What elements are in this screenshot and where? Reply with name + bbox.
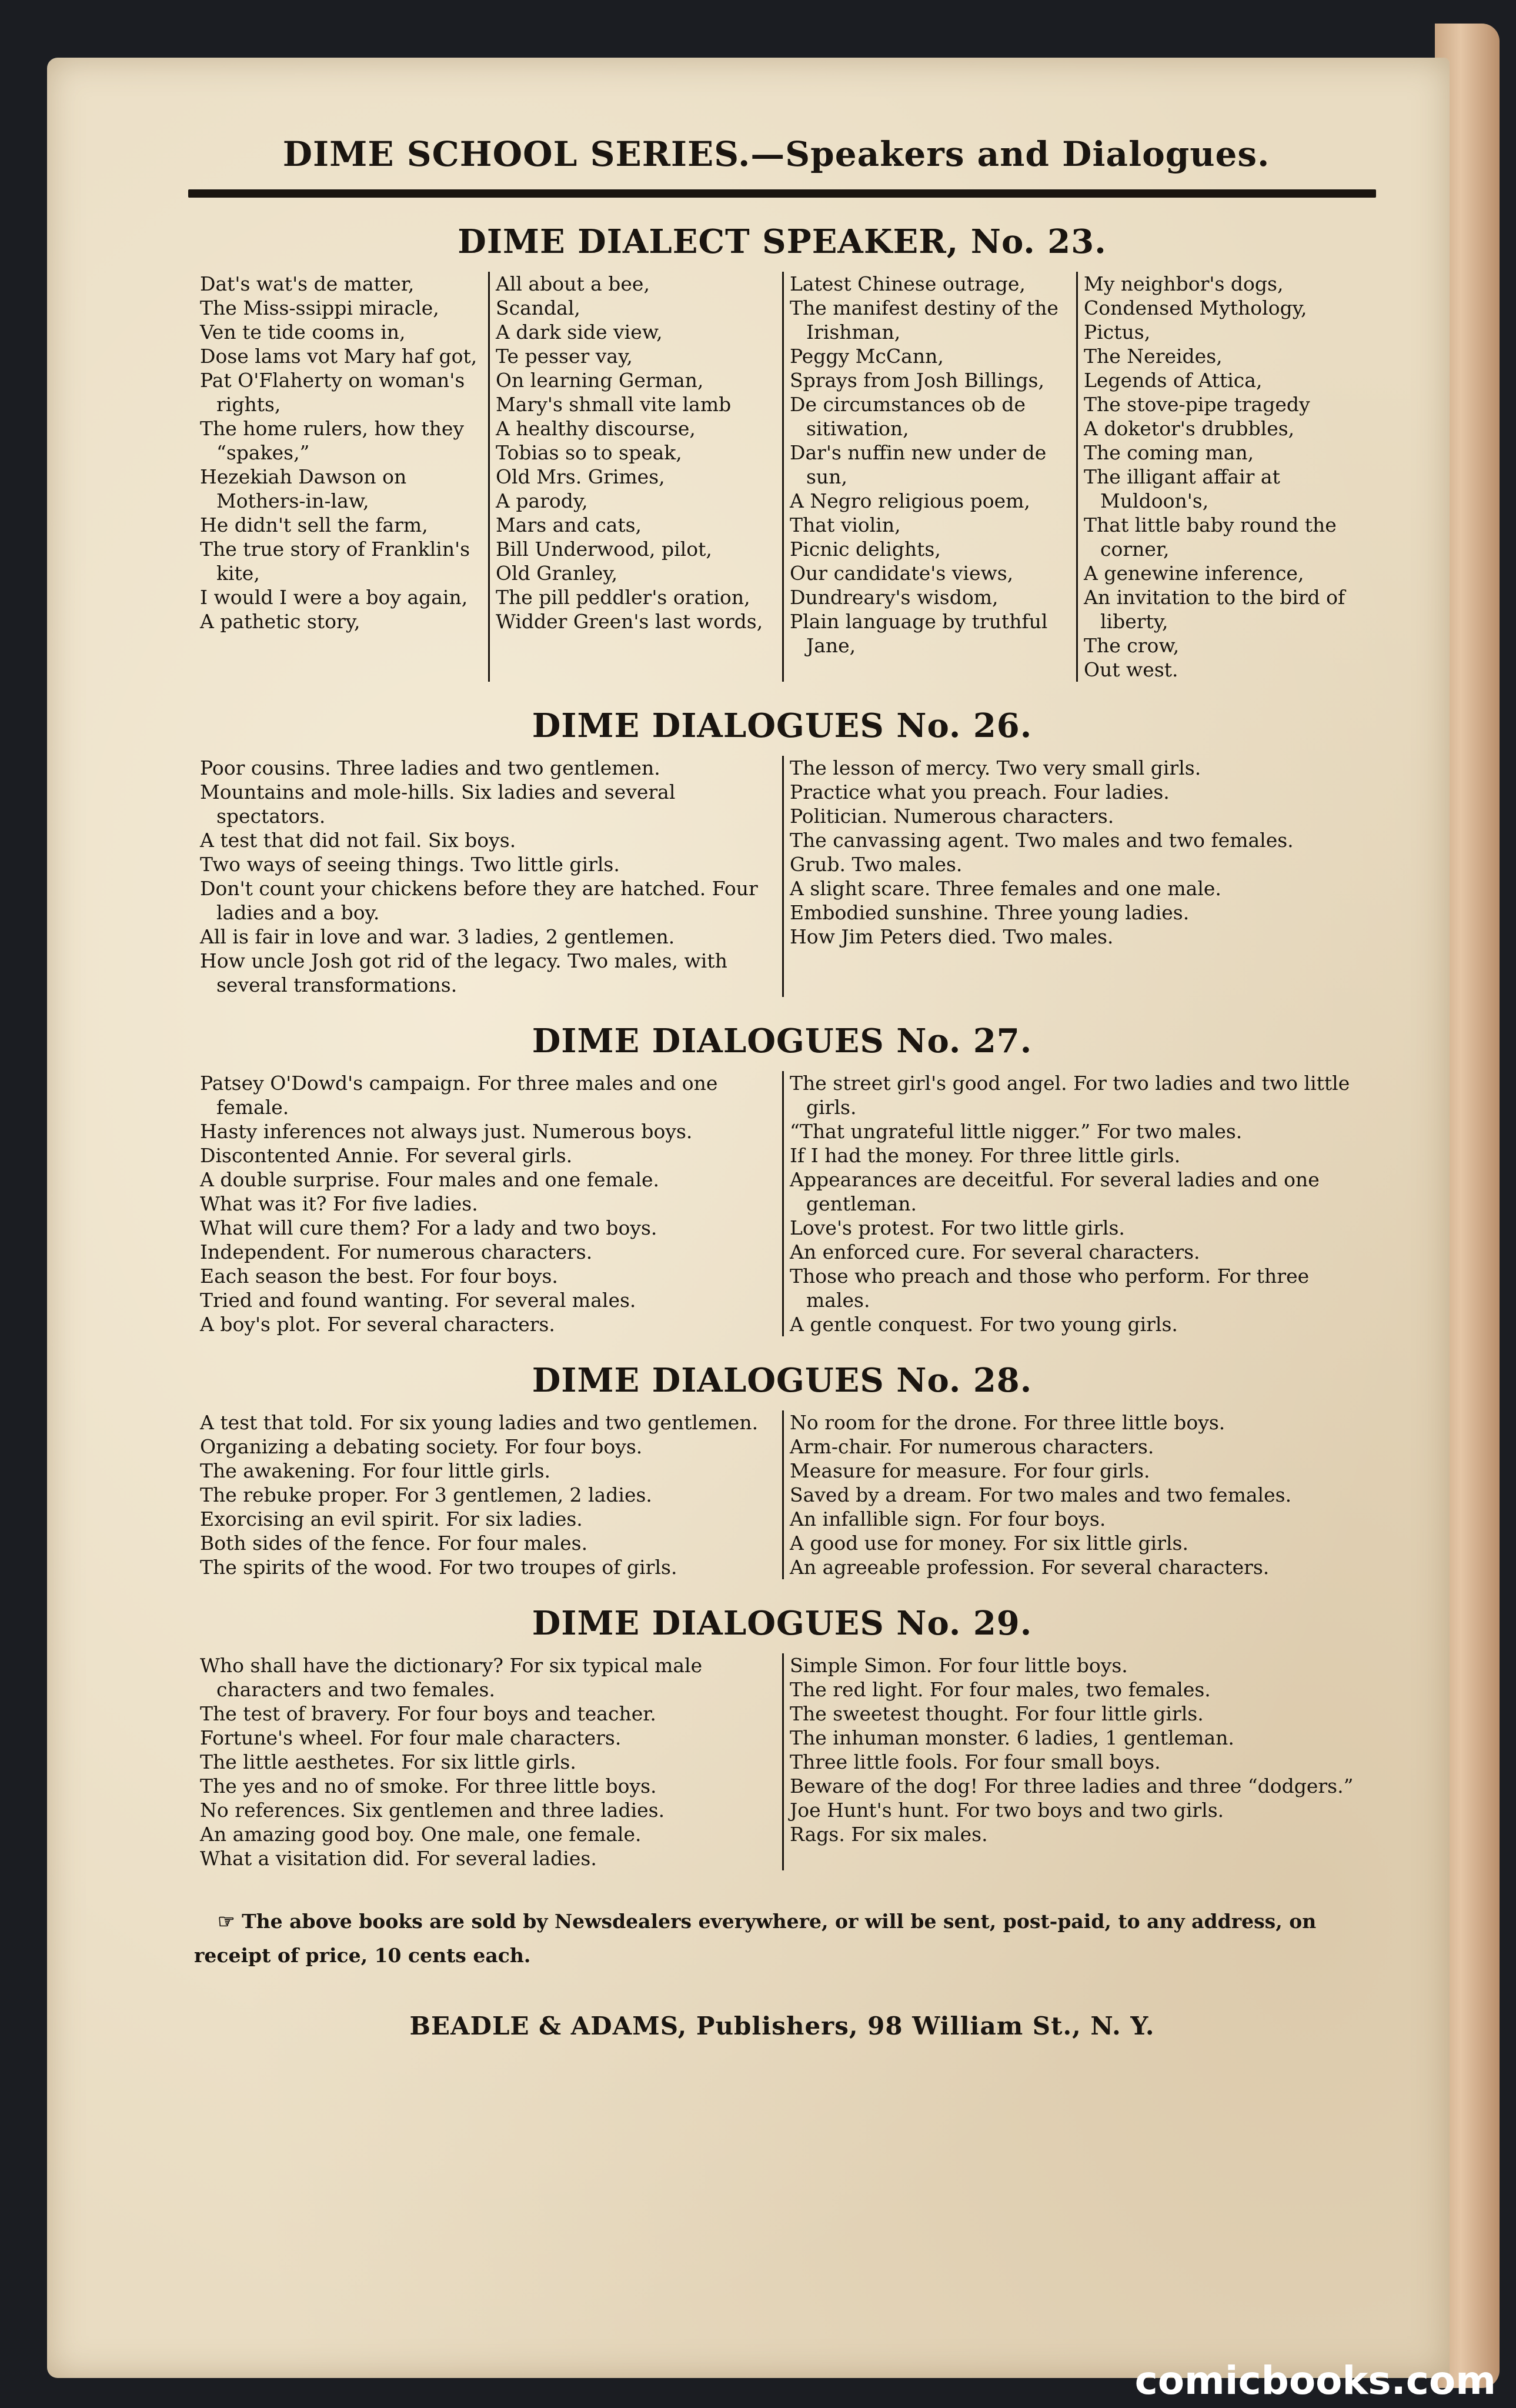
list-item: Out west. <box>1084 658 1178 681</box>
list-item: The little aesthetes. For six little girls. <box>200 1750 576 1773</box>
list-item: Tobias so to speak, <box>496 441 682 464</box>
dialogues-28-col-left <box>194 1410 782 1579</box>
speaker-23-contents <box>194 272 1370 682</box>
list-item: The awakening. For four little girls. <box>200 1459 551 1482</box>
list-item: Those who preach and those who perform. For three males. <box>790 1265 1310 1312</box>
list-item: The true story of Franklin's kite, <box>200 538 470 585</box>
list-item: Pat O'Flaherty on woman's rights, <box>200 369 465 416</box>
list-item: Plain language by truthful Jane, <box>790 610 1048 657</box>
list-item: Two ways of seeing things. Two little girls. <box>200 853 620 876</box>
list-item: A parody, <box>496 489 588 512</box>
list-item: Saved by a dream. For two males and two females. <box>790 1483 1292 1506</box>
list-item: A double surprise. Four males and one female. <box>200 1168 660 1191</box>
list-item: All about a bee, <box>496 272 650 295</box>
list-item: Arm-chair. For numerous characters. <box>790 1435 1154 1458</box>
series-subtitle: —Speakers and Dialogues. <box>750 134 1270 174</box>
list-item: The Nereides, <box>1084 345 1223 368</box>
list-item: Fortune's wheel. For four male characters. <box>200 1726 622 1749</box>
list-item: Appearances are deceitful. For several ladies and one gentleman. <box>790 1168 1320 1215</box>
dialogues-27-col-right <box>782 1071 1370 1336</box>
list-item: My neighbor's dogs, <box>1084 272 1284 295</box>
list-item: No room for the drone. For three little boys. <box>790 1411 1226 1434</box>
dialogues-29-col-right <box>782 1653 1370 1870</box>
dialogues-28-contents <box>194 1410 1370 1579</box>
list-item: A pathetic story, <box>200 610 360 633</box>
list-item: A Negro religious poem, <box>790 489 1030 512</box>
dialogues-29-contents <box>194 1653 1370 1870</box>
list-item: De circumstances ob de sitiwation, <box>790 393 1026 440</box>
list-item: Measure for measure. For four girls. <box>790 1459 1150 1482</box>
list-item: A test that did not fail. Six boys. <box>200 829 516 852</box>
dialogues-26-col-left <box>194 756 782 997</box>
list-item: Old Granley, <box>496 562 618 585</box>
list-item: Patsey O'Dowd's campaign. For three males and one female. <box>200 1072 718 1119</box>
section-title-dialogues-27: DIME DIALOGUES No. 27. <box>532 1022 1033 1060</box>
list-item: Dose lams vot Mary haf got, <box>200 345 477 368</box>
list-item: The coming man, <box>1084 441 1254 464</box>
list-item: Our candidate's views, <box>790 562 1014 585</box>
sales-note: ☞ The above books are sold by Newsdealers everywhere, or will be sent, post-paid, to any address, on receipt of price, 10 cents each. <box>194 1910 1317 1967</box>
list-item: That little baby round the corner, <box>1084 513 1337 561</box>
list-item: Scandal, <box>496 296 580 319</box>
dialogues-27-contents <box>194 1071 1370 1336</box>
list-item: Dundreary's wisdom, <box>790 586 999 609</box>
section-title-dialogues-29: DIME DIALOGUES No. 29. <box>532 1604 1033 1643</box>
list-item: Dar's nuffin new under de sun, <box>790 441 1047 488</box>
list-item: I would I were a boy again, <box>200 586 468 609</box>
list-item: Don't count your chickens before they are hatched. Four ladies and a boy. <box>200 877 758 924</box>
running-header <box>182 134 1370 174</box>
list-item: An amazing good boy. One male, one female. <box>200 1823 642 1846</box>
list-item: Discontented Annie. For several girls. <box>200 1144 573 1167</box>
list-item: Sprays from Josh Billings, <box>790 369 1044 392</box>
list-item: Independent. For numerous characters. <box>200 1240 593 1263</box>
list-item: Old Mrs. Grimes, <box>496 465 665 488</box>
list-item: Condensed Mythology, <box>1084 296 1307 319</box>
list-item: Te pesser vay, <box>496 345 633 368</box>
speaker-23-col-4 <box>1076 272 1370 682</box>
list-item: An invitation to the bird of liberty, <box>1084 586 1345 633</box>
page-content <box>194 134 1370 2040</box>
list-item: Who shall have the dictionary? For six typical male characters and two females. <box>200 1654 703 1701</box>
list-item: A dark side view, <box>496 321 663 343</box>
list-item: Grub. Two males. <box>790 853 963 876</box>
list-item: An agreeable profession. For several characters. <box>790 1556 1270 1579</box>
list-item: Picnic delights, <box>790 538 941 561</box>
header-rule <box>188 189 1376 198</box>
list-item: On learning German, <box>496 369 704 392</box>
list-item: A genewine inference, <box>1084 562 1304 585</box>
dialogues-29-col-left <box>194 1653 782 1870</box>
dialogues-27-col-left <box>194 1071 782 1336</box>
speaker-23-col-2 <box>488 272 782 682</box>
list-item: Organizing a debating society. For four boys. <box>200 1435 643 1458</box>
publisher-line: BEADLE & ADAMS, Publishers, 98 William St., N. Y. <box>409 2012 1155 2040</box>
list-item: The street girl's good angel. For two ladies and two little girls. <box>790 1072 1350 1119</box>
list-item: The manifest destiny of the Irishman, <box>790 296 1058 343</box>
list-item: Pictus, <box>1084 321 1151 343</box>
list-item: What was it? For five ladies. <box>200 1192 478 1215</box>
list-item: An infallible sign. For four boys. <box>790 1507 1106 1530</box>
list-item: Dat's wat's de matter, <box>200 272 415 295</box>
list-item: A healthy discourse, <box>496 417 696 440</box>
list-item: A doketor's drubbles, <box>1084 417 1295 440</box>
list-item: Three little fools. For four small boys. <box>790 1750 1161 1773</box>
list-item: Simple Simon. For four little boys. <box>790 1654 1128 1677</box>
list-item: A good use for money. For six little girls. <box>790 1532 1188 1555</box>
series-title: DIME SCHOOL SERIES. <box>282 134 751 174</box>
list-item: All is fair in love and war. 3 ladies, 2 gentlemen. <box>200 925 675 948</box>
watermark: comicbooks.com <box>1134 2358 1496 2403</box>
section-title-dialogues-26: DIME DIALOGUES No. 26. <box>532 706 1033 745</box>
list-item: How uncle Josh got rid of the legacy. Two males, with several transformations. <box>200 949 727 996</box>
list-item: Exorcising an evil spirit. For six ladies. <box>200 1507 583 1530</box>
list-item: Embodied sunshine. Three young ladies. <box>790 901 1190 924</box>
list-item: Mars and cats, <box>496 513 642 536</box>
list-item: Practice what you preach. Four ladies. <box>790 781 1170 803</box>
list-item: The inhuman monster. 6 ladies, 1 gentleman. <box>790 1726 1234 1749</box>
list-item: Legends of Attica, <box>1084 369 1263 392</box>
list-item: “That ungrateful little nigger.” For two males. <box>790 1120 1243 1143</box>
list-item: A gentle conquest. For two young girls. <box>790 1313 1178 1336</box>
list-item: The test of bravery. For four boys and teacher. <box>200 1702 656 1725</box>
list-item: Politician. Numerous characters. <box>790 805 1114 828</box>
list-item: Latest Chinese outrage, <box>790 272 1026 295</box>
list-item: A boy's plot. For several characters. <box>200 1313 555 1336</box>
list-item: Hezekiah Dawson on Mothers-in-law, <box>200 465 407 512</box>
list-item: The red light. For four males, two females. <box>790 1678 1211 1701</box>
list-item: A test that told. For six young ladies and two gentlemen. <box>200 1411 759 1434</box>
section-title-speaker-23: DIME DIALECT SPEAKER, No. 23. <box>458 222 1107 261</box>
list-item: The crow, <box>1084 634 1180 657</box>
list-item: The sweetest thought. For four little girls. <box>790 1702 1204 1725</box>
list-item: Tried and found wanting. For several males. <box>200 1289 636 1312</box>
list-item: Mary's shmall vite lamb <box>496 393 732 416</box>
list-item: Peggy McCann, <box>790 345 944 368</box>
list-item: Ven te tide cooms in, <box>200 321 406 343</box>
list-item: What will cure them? For a lady and two boys. <box>200 1216 657 1239</box>
list-item: An enforced cure. For several characters. <box>790 1240 1200 1263</box>
list-item: The rebuke proper. For 3 gentlemen, 2 ladies. <box>200 1483 652 1506</box>
list-item: Beware of the dog! For three ladies and three “dodgers.” <box>790 1775 1354 1797</box>
list-item: The yes and no of smoke. For three little boys. <box>200 1775 657 1797</box>
list-item: Mountains and mole-hills. Six ladies and several spectators. <box>200 781 676 828</box>
list-item: The canvassing agent. Two males and two females. <box>790 829 1294 852</box>
list-item: Each season the best. For four boys. <box>200 1265 558 1288</box>
list-item: That violin, <box>790 513 901 536</box>
speaker-23-col-3 <box>782 272 1076 682</box>
dialogues-26-col-right <box>782 756 1370 997</box>
list-item: Poor cousins. Three ladies and two gentlemen. <box>200 756 660 779</box>
section-title-dialogues-28: DIME DIALOGUES No. 28. <box>532 1361 1033 1400</box>
list-item: Joe Hunt's hunt. For two boys and two girls. <box>790 1799 1224 1822</box>
list-item: The lesson of mercy. Two very small girls. <box>790 756 1201 779</box>
list-item: Hasty inferences not always just. Numerous boys. <box>200 1120 693 1143</box>
list-item: Both sides of the fence. For four males. <box>200 1532 588 1555</box>
speaker-23-col-1 <box>194 272 488 682</box>
list-item: The illigant affair at Muldoon's, <box>1084 465 1280 512</box>
list-item: A slight scare. Three females and one male. <box>790 877 1221 900</box>
list-item: The pill peddler's oration, <box>496 586 750 609</box>
list-item: Love's protest. For two little girls. <box>790 1216 1125 1239</box>
list-item: Widder Green's last words, <box>496 610 763 633</box>
list-item: Rags. For six males. <box>790 1823 988 1846</box>
dialogues-28-col-right <box>782 1410 1370 1579</box>
list-item: No references. Six gentlemen and three ladies. <box>200 1799 665 1822</box>
list-item: What a visitation did. For several ladies. <box>200 1847 597 1870</box>
list-item: The home rulers, how they “spakes,” <box>200 417 465 464</box>
list-item: If I had the money. For three little girls. <box>790 1144 1181 1167</box>
dialogues-26-contents <box>194 756 1370 997</box>
list-item: He didn't sell the farm, <box>200 513 428 536</box>
list-item: The Miss-ssippi miracle, <box>200 296 439 319</box>
list-item: Bill Underwood, pilot, <box>496 538 712 561</box>
list-item: How Jim Peters died. Two males. <box>790 925 1114 948</box>
list-item: The stove-pipe tragedy <box>1084 393 1310 416</box>
list-item: The spirits of the wood. For two troupes of girls. <box>200 1556 677 1579</box>
